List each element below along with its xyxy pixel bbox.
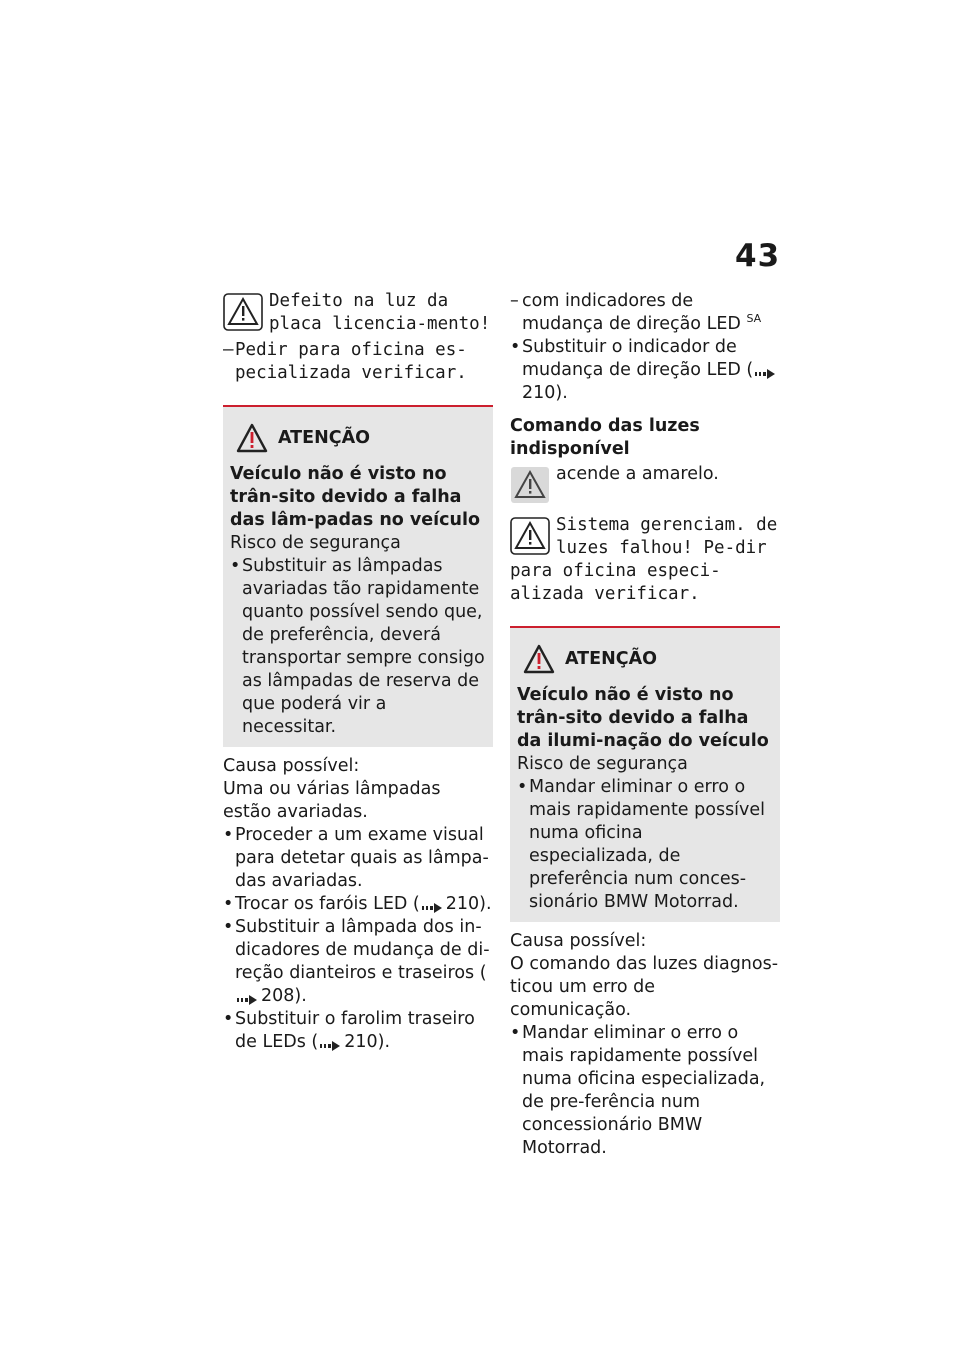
page-reference[interactable]: 210). <box>522 383 568 403</box>
attention-triangle-icon <box>236 423 268 453</box>
action-text: – Pedir para oficina es-pecializada verificar. <box>223 339 493 385</box>
cause-text: Uma ou várias lâmpadas estão avariadas. <box>223 779 441 822</box>
warning-title: ATENÇÃO <box>278 428 370 448</box>
right-column <box>510 290 780 1160</box>
indicator-message-light-control <box>510 514 780 606</box>
lamp-text: acende a amarelo. <box>556 464 719 484</box>
cause-text: O comando das luzes diagnos-ticou um erro de comunicação. <box>510 954 779 1020</box>
indicator-text: Sistema gerenciam. de luzes falhou! Pe-dir para oficina especi-alizada verificar. <box>510 515 778 604</box>
general-warning-lamp-icon <box>510 466 550 504</box>
list-item: • Mandar eliminar o erro o mais rapidamente possível numa oficina especializada, de pre-ferência num concessionário BMW Motorrad. <box>510 1022 780 1160</box>
list-item: • Proceder a um exame visual para detetar quais as lâmpa-das avariadas. <box>223 824 493 893</box>
warning-box <box>510 626 780 922</box>
attention-triangle-icon <box>523 644 555 674</box>
warning-bullet: • Substituir as lâmpadas avariadas tão rapidamente quanto possível sendo que, de preferência, deverá transportar sempre consigo as lâmpadas de reserva de que poderá vir a necessitar. <box>230 555 485 739</box>
indicator-message-license-plate <box>223 290 493 336</box>
warning-heading: Veículo não é visto no trân-sito devido a falha da ilumi-nação do veículo <box>517 685 769 751</box>
warning-triangle-icon <box>223 293 263 331</box>
sa-superscript: SA <box>746 312 762 326</box>
page-reference[interactable]: 210). <box>445 894 492 914</box>
section-heading: Comando das luzes indisponível <box>510 416 700 459</box>
page-reference-arrow-icon <box>422 898 444 910</box>
page-reference[interactable]: 208). <box>261 986 307 1006</box>
list-item: • Trocar os faróis LED ( 210). <box>223 893 493 916</box>
cause-label: Causa possível: <box>223 756 360 776</box>
warning-box <box>223 405 493 747</box>
page-reference-arrow-icon <box>237 990 259 1002</box>
lamp-row <box>510 463 780 506</box>
warning-risk: Risco de segurança <box>517 754 688 774</box>
warning-risk: Risco de segurança <box>230 533 401 553</box>
page-number: 43 <box>735 238 781 274</box>
left-column <box>223 290 493 1054</box>
warning-heading: Veículo não é visto no trân-sito devido a falha das lâm-padas no veículo <box>230 464 481 530</box>
cause-label: Causa possível: <box>510 931 647 951</box>
warning-title: ATENÇÃO <box>565 649 657 669</box>
warning-bullet: • Mandar eliminar o erro o mais rapidamente possível numa oficina especializada, de preferência num conces-sionário BMW Motorrad. <box>517 776 772 914</box>
indicator-text: Defeito na luz da placa licencia-mento! <box>269 291 491 334</box>
list-item: • Substituir o farolim traseiro de LEDs ( 210). <box>223 1008 493 1054</box>
dash-item: – com indicadores de mudança de direção LED $^{SA}$ <box>510 290 780 336</box>
page-reference-arrow-icon <box>320 1036 342 1048</box>
warning-triangle-icon <box>510 517 550 555</box>
list-item: • Substituir a lâmpada dos in-dicadores de mudança de di-reção dianteiros e traseiros (208). <box>223 916 493 1008</box>
page-reference[interactable]: 210). <box>344 1032 391 1052</box>
list-item: • Substituir o indicador de mudança de direção LED (210). <box>510 336 780 405</box>
page-reference-arrow-icon <box>755 364 777 376</box>
